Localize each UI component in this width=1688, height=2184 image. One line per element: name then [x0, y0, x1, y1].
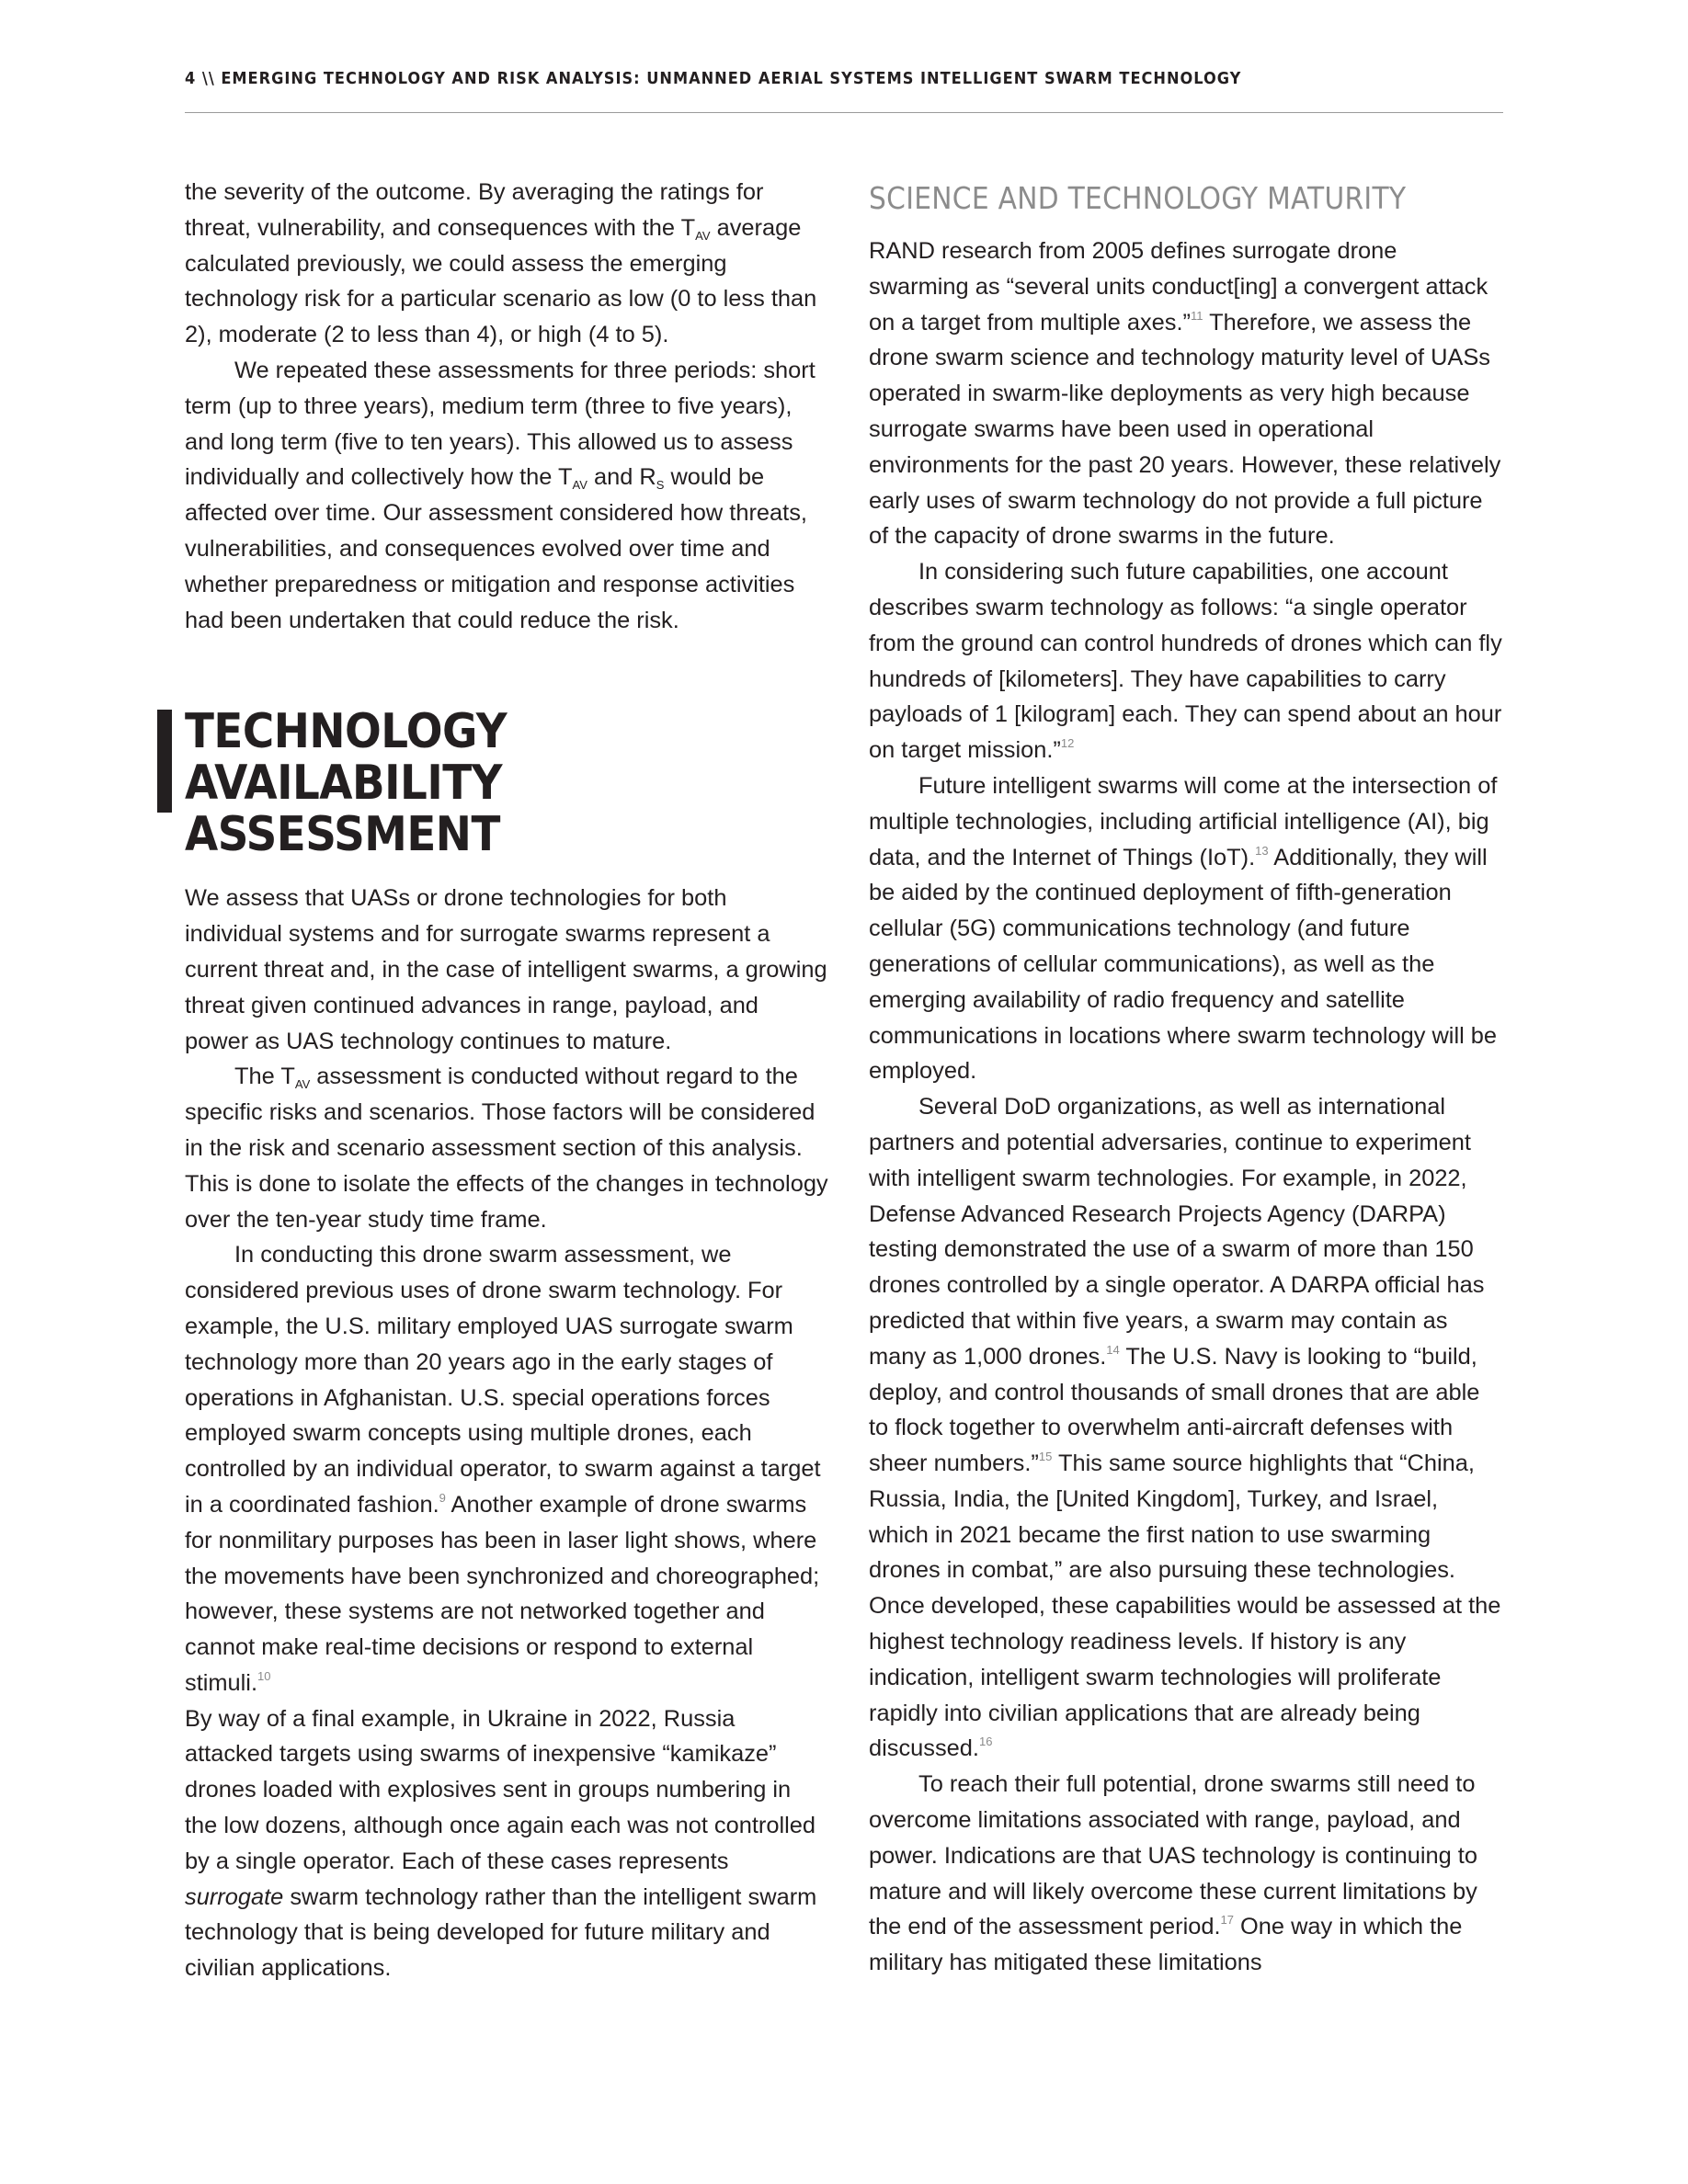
footnote-ref: 17 [1220, 1913, 1234, 1928]
left-column [185, 175, 828, 1986]
paragraph: RAND research from 2005 defines surrogate drone swarming as “several units conduct[ing] a convergent attack on a target from multiple axes.”$^{11}$ Therefore, we assess the drone swarm science and technology maturity level of UASs operated in swarm-like deployments as very high because surrogate swarms have been used in operational environments for the past 20 years. However, these relatively early uses of swarm technology do not provide a full picture of the capacity of drone swarms in the future. [869, 238, 1501, 550]
footnote-ref: 15 [1038, 1450, 1053, 1464]
footnote-ref: 10 [257, 1668, 271, 1683]
paragraph: To reach their full potential, drone swarms still need to overcome limitations associated with range, payload, and power. Indications are that UAS technology is continuing to mature and will likely overcome these current limitations by the end of the assessment period.$^{17}$ One way in which the military has mitigated these limitations [869, 1771, 1477, 1976]
paragraph: The $T_{AV}$ assessment is conducted without regard to the specific risks and scenarios. Those factors will be considered in the risk and scenario assessment section of this analysis. This is done to isolate the effects of the changes in technology over the ten-year study time frame. [185, 1064, 828, 1233]
paragraph: We repeated these assessments for three periods: short term (up to three years), medium term (three to five years), and long term (five to ten years). This allowed us to assess individually and collectively how the $T_{AV}$ and $R_S$ would be affected over time. Our assessment considered how threats, vulnerabilities, and consequences evolved over time and whether preparedness or mitigation and response activities had been undertaken that could reduce the risk. [185, 357, 815, 633]
footnote-ref: 13 [1255, 843, 1269, 858]
section-heading: TECHNOLOGY AVAILABILITY ASSESSMENT [185, 706, 828, 860]
paragraph: In considering such future capabilities, one account describes swarm technology as follows: “a single operator from the ground can control hundreds of drones which can fly hundreds of [kilometers]. They have capabilities to carry payloads of 1 [kilogram] each. They can spend about an hour on target mission.”$^{12}$ [869, 559, 1502, 764]
footnote-ref: 12 [1060, 736, 1075, 751]
footnote-ref: 16 [978, 1735, 993, 1749]
running-head: 4 \\ EMERGING TECHNOLOGY AND RISK ANALYSIS: UNMANNED AERIAL SYSTEMS INTELLIGENT SWARM TECHNOLOGY [185, 69, 1242, 88]
paragraph: Future intelligent swarms will come at the intersection of multiple technologies, including artificial intelligence (AI), big data, and the Internet of Things (IoT).$^{13}$ Additionally, they will be aided by the continued deployment of fifth-generation cellular (5G) communications technology (and future generations of cellular communications), as well as the emerging availability of radio frequency and satellite communications in locations where swarm technology will be employed. [869, 772, 1498, 1085]
heading-accent-bar [157, 710, 172, 813]
paragraph: By way of a final example, in Ukraine in 2022, Russia attacked targets using swarms of inexpensive “kamikaze” drones loaded with explosives sent in groups numbering in the low dozens, although once again each was not controlled by a single operator. Each of these cases represents surrogate swarm technology rather than the intelligent swarm technology that is being developed for future military and civilian applications. [185, 1705, 817, 1982]
paragraph: the severity of the outcome. By averaging the ratings for threat, vulnerability, and consequences with the $T_{AV}$ average calculated previously, we could assess the emerging technology risk for a particular scenario as low (0 to less than 2), moderate (2 to less than 4), or high (4 to 5). [185, 179, 817, 348]
paragraph: We assess that UASs or drone technologies for both individual systems and for surrogate swarms represent a current threat and, in the case of intelligent swarms, a growing threat given continued advances in range, payload, and power as UAS technology continues to mature. [185, 885, 827, 1054]
paragraph: Several DoD organizations, as well as international partners and potential adversaries, continue to experiment with intelligent swarm technologies. For example, in 2022, Defense Advanced Research Projects Agency (DARPA) testing demonstrated the use of a swarm of more than 150 drones controlled by a single operator. A DARPA official has predicted that within five years, a swarm may contain as many as 1,000 drones.$^{14}$ The U.S. Navy is looking to “build, deploy, and control thousands of small drones that are able to flock together to overwhelm anti-aircraft defenses with sheer numbers.”$^{15}$ This same source highlights that “China, Russia, India, the [United Kingdom], Turkey, and Israel, which in 2021 became the first nation to use swarming drones in combat,” are also pursuing these technologies. Once developed, these capabilities would be assessed at the highest technology readiness levels. If history is any indication, intelligent swarm technologies will proliferate rapidly into civilian applications that are already being discussed.$^{16}$ [869, 1094, 1501, 1762]
paragraph: In conducting this drone swarm assessment, we considered previous uses of drone swarm technology. For example, the U.S. military employed UAS surrogate swarm technology more than 20 years ago in the early stages of operations in Afghanistan. U.S. special operations forces employed swarm concepts using multiple drones, each controlled by an individual operator, to swarm against a target in a coordinated fashion.$^9$ Another example of drone swarms for nonmilitary purposes has been in laser light shows, where the movements have been synchronized and choreographed; however, these systems are not networked together and cannot make real-time decisions or respond to external stimuli.$^{10}$ [185, 1242, 821, 1696]
right-column [869, 175, 1503, 1981]
subsection-heading: SCIENCE AND TECHNOLOGY MATURITY [869, 180, 1407, 216]
footnote-ref: 9 [439, 1490, 446, 1505]
footnote-ref: 14 [1106, 1342, 1120, 1357]
footnote-ref: 11 [1190, 308, 1203, 323]
header-divider [185, 112, 1503, 113]
